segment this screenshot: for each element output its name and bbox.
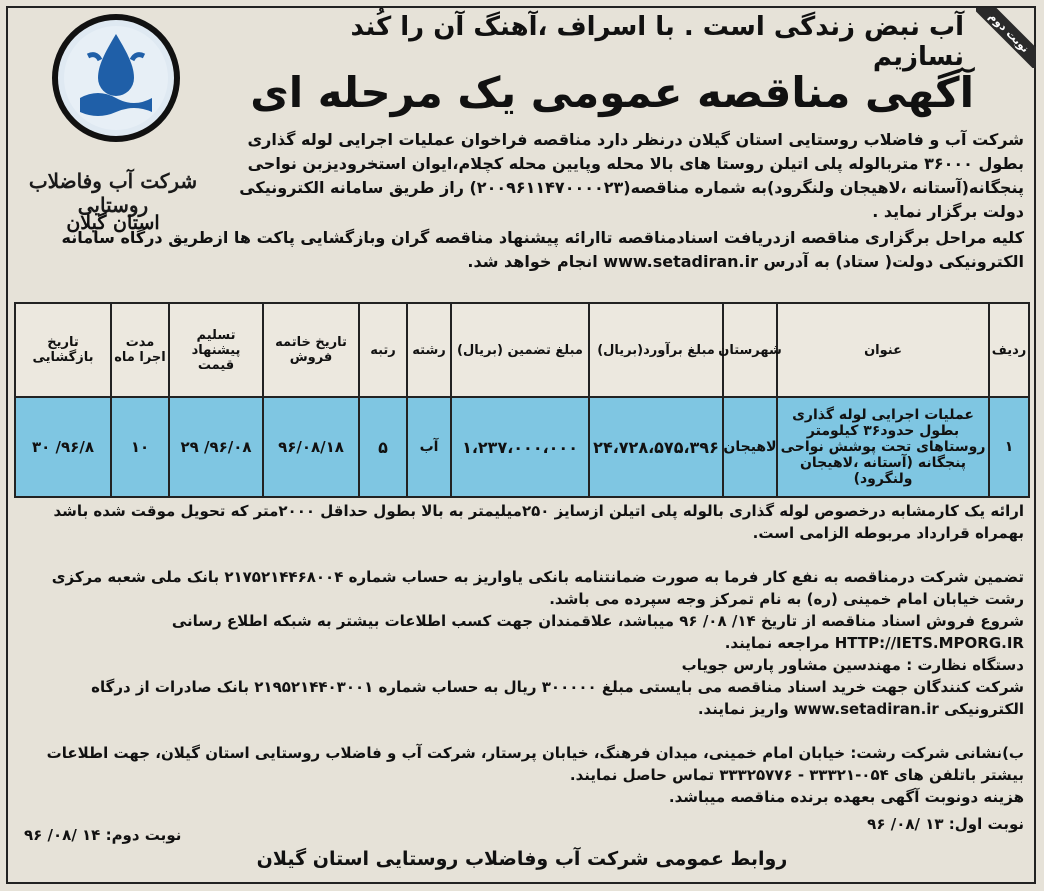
cell-sale-end: ۹۶/۰۸/۱۸ <box>262 398 358 496</box>
header-estimate: مبلغ برآورد(بریال) <box>588 304 722 396</box>
sale-start-paragraph: شروع فروش اسناد مناقصه از تاریخ ۱۴/ ۰۸/ ۹۶ میباشد، علاقمندان جهت کسب اطلاعات بیشتر به شبکه اطلاع رسانی HTTP://IETS.MPORG.IR مراجعه نمایند. <box>171 612 1024 652</box>
cell-estimate: ۲۴،۷۲۸،۵۷۵،۳۹۶ <box>588 398 722 496</box>
guarantee-paragraph: تضمین شرکت درمناقصه به نفع کار فرما به صورت ضمانتنامه بانکی یاواریز به حساب شماره ۲۱۷۵۲۱۴۴۶۸۰۰۴ بانک ملی شعبه مرکزی رشت خیابان امام خمینی (ره) به نام تمرکز وجه سپرده می باشد. <box>51 568 1024 608</box>
purchase-paragraph: شرکت کنندگان جهت خرید اسناد مناقصه می بایستی مبلغ ۳۰۰۰۰۰ ریال به حساب شماره ۲۱۹۵۲۱۴۴۰۳۰۰۱ بانک صادرات از درگاه الکترونیکی www.setadiran.ir واریز نمایند. <box>91 678 1024 718</box>
cell-duration: ۱۰ <box>110 398 168 496</box>
address-paragraph: ب)نشانی شرکت رشت: خیابان امام خمینی، میدان فرهنگ، خیابان پرستار، شرکت آب و فاضلاب روستایی استان گیلان، جهت اطلاعات بیشتر باتلفن های ۰۵۴-۳۳۳۲۱ - ۳۳۳۲۵۷۷۶ تماس حاصل نمایند. <box>46 744 1024 784</box>
supervisor-line: دستگاه نظارت : مهندسین مشاور پارس جویاب <box>681 656 1024 674</box>
header-guarantee: مبلغ تضمین (بریال) <box>450 304 588 396</box>
footer-signature: روابط عمومی شرکت آب وفاضلاب روستایی استان گیلان <box>256 848 788 870</box>
header-bid-submit: تسلیم پیشنهاد قیمت <box>168 304 262 396</box>
requirement-paragraph: ارائه یک کارمشابه درخصوص لوله گذاری بالوله پلی اتیلن ازسایز ۲۵۰میلیمتر به بالا بطول حداقل ۲۰۰۰متر که تحویل موقت شده باشد بهمراه قرارداد مربوطه الزامی است. <box>53 502 1024 542</box>
water-drop-logo-icon <box>52 14 180 142</box>
cell-title: عملیات اجرایی لوله گذاری بطول حدود۳۶ کیلومتر روستاهای تحت پوشش نواحی پنجگانه (آستانه ،لاهیجان ولنگرود) <box>776 398 988 496</box>
header-row-number: ردیف <box>988 304 1028 396</box>
logo-province: استان گیلان <box>66 212 160 234</box>
process-paragraph: کلیه مراحل برگزاری مناقصه ازدریافت اسنادمناقصه تاارائه پیشنهاد مناقصه گران وبازگشایی پاکت ها ازطریق درگاه سامانه الکترونیکی دولت( ستاد) به آدرس www.setadiran.ir انجام خواهد شد. <box>61 228 1024 271</box>
cell-grade: ۵ <box>358 398 406 496</box>
first-round-date: نوبت اول: ۱۳ /۰۸/ ۹۶ <box>867 815 1024 833</box>
cell-row-number: ۱ <box>988 398 1028 496</box>
cost-line: هزینه دونوبت آگهی بعهده برنده مناقصه میباشد. <box>668 788 1024 806</box>
cell-city: لاهیجان <box>722 398 776 496</box>
logo-company-name: شرکت آب وفاضلاب روستایی <box>28 169 198 217</box>
header-duration: مدت اجرا ماه <box>110 304 168 396</box>
second-round-date: نوبت دوم: ۱۴ /۰۸/ ۹۶ <box>24 826 182 844</box>
cell-field: آب <box>406 398 450 496</box>
tender-table <box>14 302 1030 498</box>
cell-bid-submit: ۹۶/۰۸/ ۲۹ <box>168 398 262 496</box>
cell-opening: ۹۶/۸/ ۳۰ <box>32 438 94 456</box>
slogan: آب نبض زندگی است . با اسراف ،آهنگ آن را کُند نسازیم <box>350 12 964 72</box>
header-opening: تاریخ بازگشایی <box>32 335 94 365</box>
cell-guarantee: ۱،۲۳۷،۰۰۰،۰۰۰ <box>450 398 588 496</box>
company-logo <box>18 14 208 254</box>
ribbon-label: نوبت دوم <box>976 8 1036 68</box>
header-title: عنوان <box>776 304 988 396</box>
header-grade: رتبه <box>358 304 406 396</box>
intro-paragraph: شرکت آب و فاضلاب روستایی استان گیلان درنظر دارد مناقصه فراخوان عملیات اجرایی لوله گذاری بطول ۳۶۰۰۰ متربالوله پلی اتیلن روستا های بالا محله وپایین محله کچلام،ایوان استخرودیزبن نواحی پنجگانه(آستانه ،لاهیجان ولنگرود)به شماره مناقصه(۲۰۰۹۶۱۱۴۷۰۰۰۰۲۳) راز طریق سامانه الکترونیکی دولت برگزار نماید . <box>239 130 1024 221</box>
page-title: آگهی مناقصه عمومی یک مرحله ای <box>250 68 974 117</box>
round-ribbon <box>976 8 1036 68</box>
header-sale-end: تاریخ خاتمه فروش <box>262 304 358 396</box>
header-city: شهرستان <box>722 304 776 396</box>
table-header-row <box>16 304 1028 398</box>
header-field: رشته <box>406 304 450 396</box>
table-row <box>16 398 1028 496</box>
